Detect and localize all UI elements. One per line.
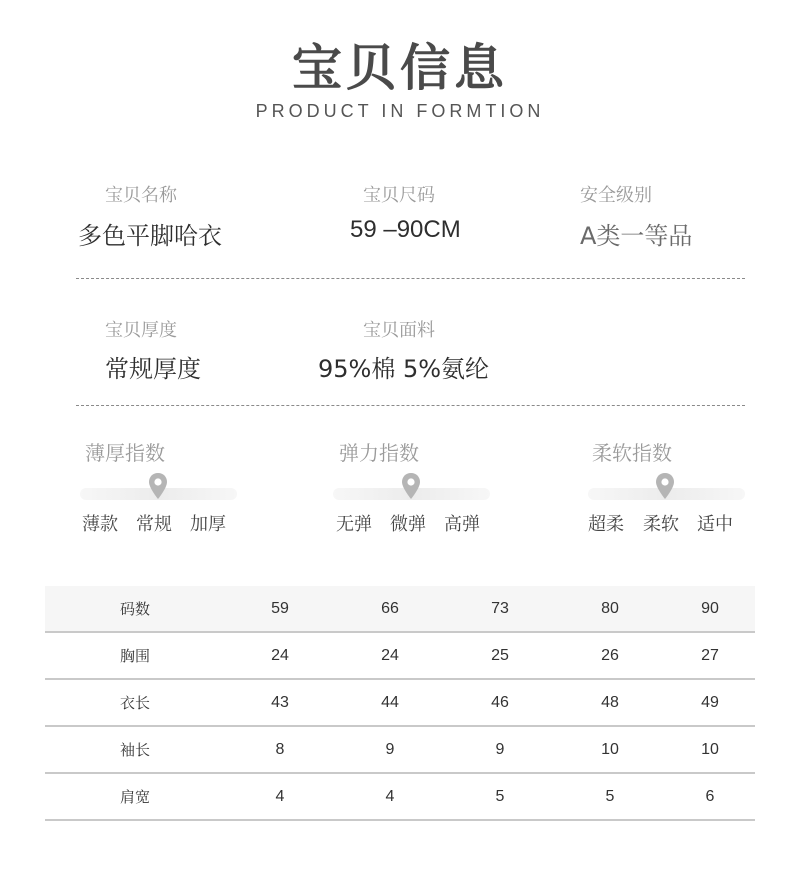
table-row <box>45 632 755 679</box>
thickness-label: 宝贝厚度 <box>105 320 177 341</box>
scale-option: 超柔 <box>588 514 624 535</box>
safety-label: 安全级别 <box>580 185 652 206</box>
scale-option-selected: 常规 <box>136 514 172 535</box>
size-label: 宝贝尺码 <box>363 185 435 206</box>
table-cell: 48 <box>555 679 665 726</box>
location-pin-icon <box>654 472 676 500</box>
table-cell: 5 <box>445 773 555 820</box>
table-cell: 4 <box>225 773 335 820</box>
table-cell: 43 <box>225 679 335 726</box>
name-label: 宝贝名称 <box>105 185 177 206</box>
fabric-label: 宝贝面料 <box>363 320 435 341</box>
table-cell: 27 <box>665 632 755 679</box>
table-header-cell: 59 <box>225 586 335 632</box>
table-cell: 10 <box>665 726 755 773</box>
page-title: 宝贝信息 <box>292 39 508 97</box>
table-cell: 6 <box>665 773 755 820</box>
scale-title: 弹力指数 <box>339 441 419 465</box>
table-header-row <box>45 586 755 632</box>
table-cell: 4 <box>335 773 445 820</box>
table-cell: 46 <box>445 679 555 726</box>
table-row <box>45 679 755 726</box>
fabric-value: 95%棉 5%氨纶 <box>318 355 490 383</box>
name-value: 多色平脚哈衣 <box>78 222 222 250</box>
table-cell: 8 <box>225 726 335 773</box>
location-pin-icon <box>400 472 422 500</box>
scale-option-selected: 柔软 <box>643 514 679 535</box>
size-value: 59 –90CM <box>350 216 461 243</box>
scale-option: 加厚 <box>190 514 226 535</box>
thickness-value: 常规厚度 <box>105 355 201 383</box>
table-cell: 9 <box>445 726 555 773</box>
table-row-label: 衣长 <box>45 679 225 726</box>
table-row-label: 胸围 <box>45 632 225 679</box>
table-cell: 49 <box>665 679 755 726</box>
table-row-label: 袖长 <box>45 726 225 773</box>
page-subtitle: PRODUCT IN FORMTION <box>255 101 545 121</box>
scale-option: 适中 <box>697 514 733 535</box>
scale-option-selected: 微弹 <box>390 514 426 535</box>
table-row <box>45 773 755 820</box>
table-cell: 24 <box>335 632 445 679</box>
scale-option: 薄款 <box>82 514 118 535</box>
scale-option: 高弹 <box>444 514 480 535</box>
size-table <box>45 586 755 821</box>
table-header-cell: 66 <box>335 586 445 632</box>
table-header-cell: 80 <box>555 586 665 632</box>
table-row-label: 肩宽 <box>45 773 225 820</box>
table-cell: 10 <box>555 726 665 773</box>
table-row <box>45 726 755 773</box>
table-cell: 44 <box>335 679 445 726</box>
scale-title: 柔软指数 <box>592 441 672 465</box>
table-cell: 9 <box>335 726 445 773</box>
divider <box>76 278 745 279</box>
scale-option: 无弹 <box>336 514 372 535</box>
table-header-cell: 码数 <box>45 586 225 632</box>
table-cell: 5 <box>555 773 665 820</box>
safety-value: A类一等品 <box>580 222 693 250</box>
table-cell: 25 <box>445 632 555 679</box>
location-pin-icon <box>147 472 169 500</box>
table-header-cell: 90 <box>665 586 755 632</box>
table-header-cell: 73 <box>445 586 555 632</box>
divider <box>76 405 745 406</box>
scale-title: 薄厚指数 <box>85 441 165 465</box>
table-cell: 24 <box>225 632 335 679</box>
table-cell: 26 <box>555 632 665 679</box>
